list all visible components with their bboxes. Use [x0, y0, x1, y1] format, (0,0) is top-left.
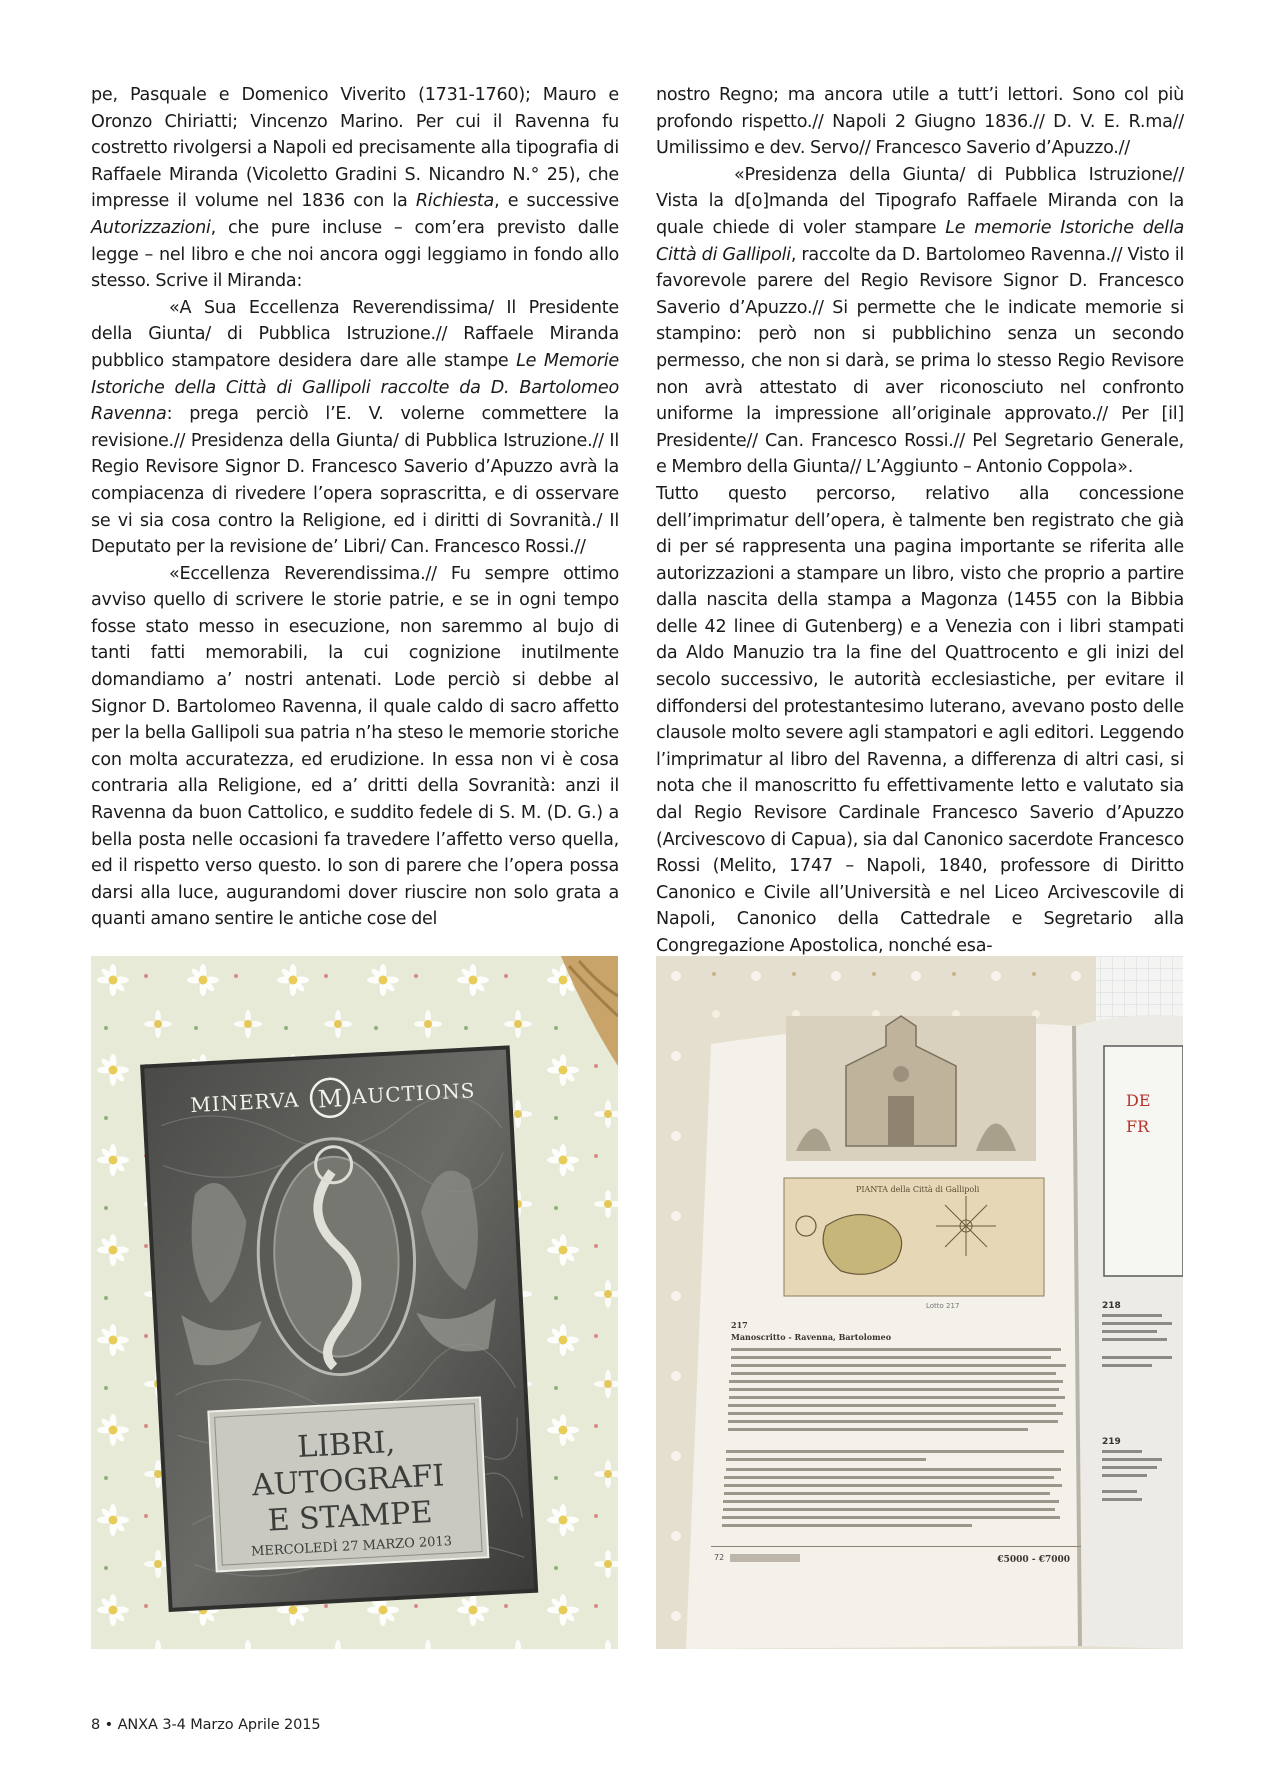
catalogue-cover-photo — [91, 956, 618, 1649]
catalogue-page-illustration — [656, 956, 1183, 1649]
left-text-column — [91, 82, 619, 933]
catalogue-date: MERCOLEDÌ 27 MARZO 2013 — [250, 1534, 453, 1560]
compass-rose-icon — [936, 1196, 996, 1256]
catalogue-page-number: 72 — [714, 1553, 725, 1562]
lot-estimate-price: €5000 - €7000 — [997, 1555, 1070, 1565]
right-paragraph-2: «Presidenza della Giunta/ di Pubblica Istruzione// Vista la d[o]manda del Tipografo Raffaele Miranda con la quale chiede di voler stampare Le memorie Istoriche della Città di Gallipoli, raccolte da D. Bartolomeo Ravenna.// Visto il favorevole parere del Regio Revisore Signor D. Francesco Saverio d’Apuzzo.// Si permette che le indicate memorie si stampino: però non si pubblichino senza un secondo permesso, che non si darà, se prima lo stesso Regio Revisore non avrà attestato di aver riconosciuto nel confronto uniforme la impressione all’originale approvato.// Per [il] Presidente// Can. Francesco Rossi.// Pel Segretario Generale, e Membro della Giunta// L’Aggiunto – Antonio Coppola». — [656, 164, 1184, 478]
lot-image-caption: Lotto 217 — [926, 1302, 960, 1310]
catalogue-page-photo — [656, 956, 1183, 1649]
left-paragraph-3: «Eccellenza Reverendissima.// Fu sempre ottimo avviso quello di scrivere le storie patrie, e se in ogni tempo fosse stato messo in esecuzione, non saremmo al bujo di tanti fatti memorabili, la cui cognizione inutilmente domandiamo a’ nostri antenati. Lode perciò si debbe al Signor D. Bartolomeo Ravenna, il quale caldo di sacro affetto per la bella Gallipoli sua patria n’ha steso le memorie storiche con molta accuratezza, ed erudizione. In essa non vi è cosa contraria alla Religione, ed a’ dritti della Sovranità: anzi il Ravenna da buon Cattolico, e suddito fedele di S. M. (D. G.) a bella posta nelle occasioni fa travedere l’affetto verso quella, ed il rispetto verso questo. Io son di parere che l’opera possa darsi alla luce, augurandomi dover riuscire non solo grata a quanti amano sentire le antiche cose del — [91, 563, 619, 930]
next-lot-number-218: 218 — [1102, 1301, 1121, 1311]
svg-text:M: M — [317, 1084, 344, 1114]
left-paragraph-2: «A Sua Eccellenza Reverendissima/ Il Presidente della Giunta/ di Pubblica Istruzione.// Raffaele Miranda pubblico stampatore desidera dare alle stampe Le Memorie Istoriche della Città di Gallipoli raccolte da D. Bartolomeo Ravenna: prega perciò l’E. V. volerne commettere la revisione.// Presidenza della Giunta/ di Pubblica Istruzione.// Il Regio Revisore Signor D. Francesco Saverio d’Apuzzo avrà la compiacenza di rivedere l’opera soprascritta, e di osservare se vi sia cosa contro la Religione, ed i diritti di Sovranità./ Il Deputato per la revisione de’ Libri/ Can. Francesco Rossi.// — [91, 297, 619, 558]
catalogue-cover-illustration — [91, 956, 618, 1649]
catalogue-title-line-3: E STAMPE — [266, 1495, 434, 1539]
next-lot-number-219: 219 — [1102, 1437, 1121, 1447]
right-paragraph-3: Tutto questo percorso, relativo alla concessione dell’imprimatur dell’opera, è talmente ben registrato che già di per sé rappresenta una pagina importante se riferita alle autorizzazioni a stampare un libro, visto che proprio a partire dalla nascita della stampa a Magonza (1455 con la Bibbia delle 42 linee di Gutenberg) e a Venezia con i libri stampati da Aldo Manuzio tra la fine del Quattrocento e gli inizi del secolo successivo, le autorità ecclesiastiche, per evitare il diffondersi del protestantesimo luterano, avevano posto delle clausole molto severe agli stampatori e agli editori. Leggendo l’imprimatur al libro del Ravenna, a differenza di altri casi, si nota che il manoscritto fu effettivamente letto e valutato sia dal Regio Revisore Cardinale Francesco Saverio d’Apuzzo (Arcivescovo di Capua), sia dal Canonico sacerdote Francesco Rossi (Melito, 1747 – Napoli, 1840, professore di Diritto Canonico e Civile all’Università e nel Liceo Arcivescovile di Napoli, Canonico della Cattedrale e Segretario alla Congregazione Apostolica, nonché esa- — [656, 483, 1184, 956]
right-text-column — [656, 82, 1184, 960]
lot-title: Manoscritto - Ravenna, Bartolomeo — [731, 1332, 892, 1342]
lot-number: 217 — [731, 1320, 748, 1330]
catalogue-title-line-1: LIBRI, — [296, 1424, 397, 1465]
map-title: PIANTA della Città di Gallipoli — [856, 1185, 980, 1194]
facing-page-title-2: FR — [1126, 1117, 1150, 1136]
page-footer: 8 • ANXA 3-4 Marzo Aprile 2015 — [91, 1717, 321, 1733]
facing-page-title-1: DE — [1126, 1091, 1151, 1110]
catalogue-title-line-2: AUTOGRAFI — [251, 1458, 446, 1504]
brand-name-right: AUCTIONS — [351, 1078, 476, 1109]
brand-name-left: MINERVA — [189, 1087, 301, 1118]
left-paragraph-1: pe, Pasquale e Domenico Viverito (1731-1760); Mauro e Oronzo Chiriatti; Vincenzo Marino. Per cui il Ravenna fu costretto rivolgersi a Napoli ed precisamente alla tipografia di Raffaele Miranda (Vicoletto Gradini S. Nicandro N.° 25), che impresse il volume nel 1836 con la Richiesta, e successive Autorizzazioni, che pure incluse – com’era previsto dalle legge – nel libro e che noi ancora oggi leggiamo in fondo allo stesso. Scrive il Miranda: — [91, 85, 619, 292]
right-paragraph-1: nostro Regno; ma ancora utile a tutt’i lettori. Sono col più profondo rispetto.// Napoli 2 Giugno 1836.// D. V. E. R.ma// Umilissimo e dev. Servo// Francesco Saverio d’Apuzzo.// — [656, 85, 1184, 159]
